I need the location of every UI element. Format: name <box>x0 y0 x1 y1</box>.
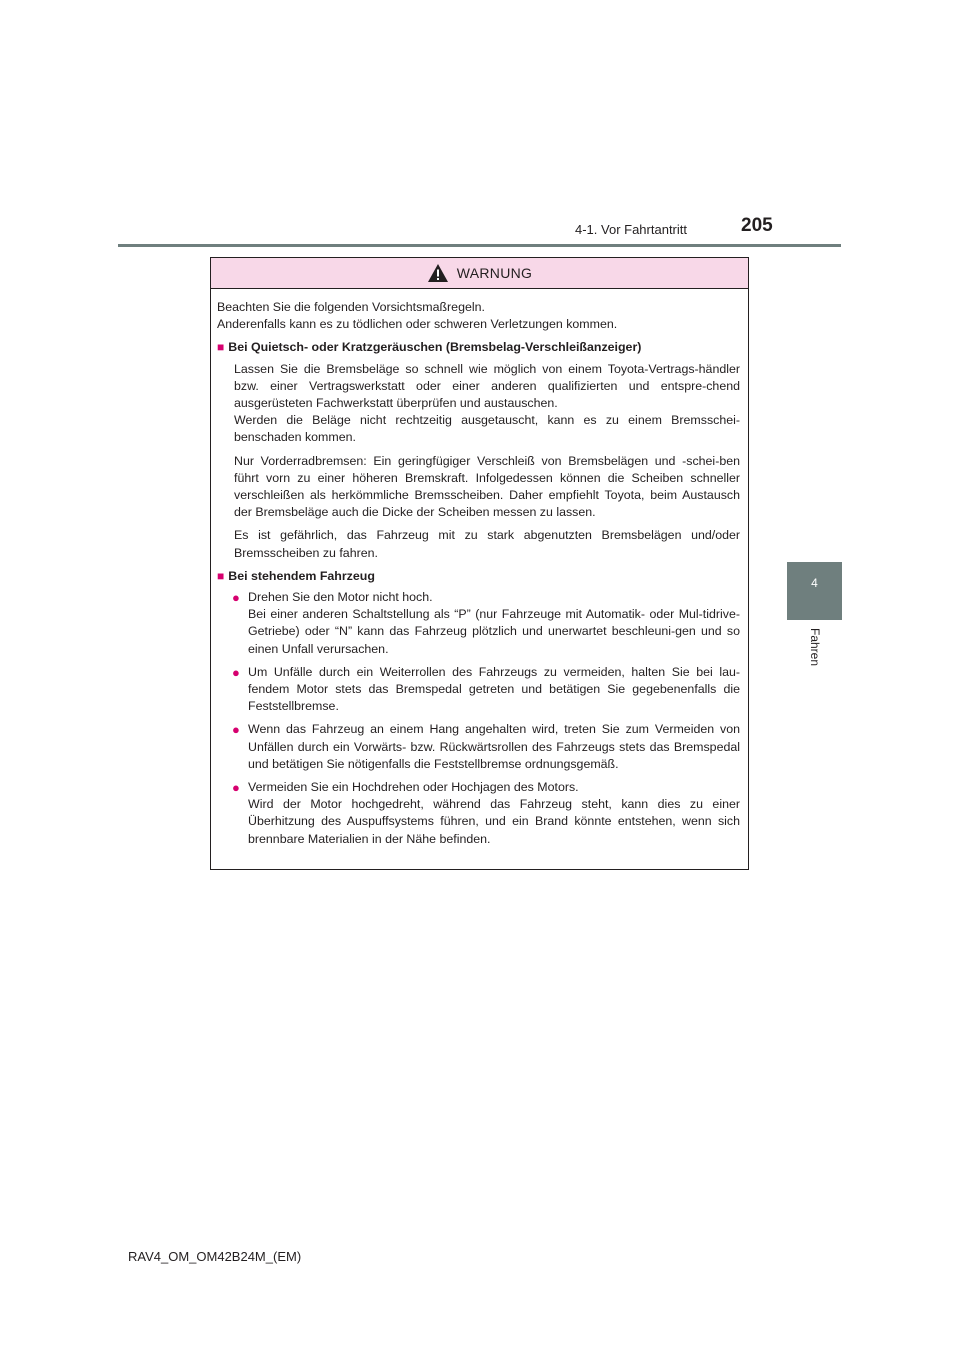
section-heading <box>217 568 740 585</box>
page-number: 205 <box>741 215 773 236</box>
warning-header <box>211 258 748 289</box>
square-bullet-icon: ■ <box>217 340 225 355</box>
bullet-text: Wenn das Fahrzeug an einem Hang angehalten wird, treten Sie zum Vermeiden von Unfällen durch ein Vorwärts- bzw. Rückwärtsrollen des Fahrzeugs stets das Bremspedal und betätigen Sie nötigenfalls die Feststellbremse ordnungsgemäß. <box>248 722 740 771</box>
list-item <box>217 721 740 773</box>
round-bullet-icon: ● <box>232 590 240 606</box>
round-bullet-icon: ● <box>232 722 240 738</box>
intro-line: Anderenfalls kann es zu tödlichen oder schweren Verletzungen kommen. <box>217 317 618 332</box>
warning-title: WARNUNG <box>456 265 533 281</box>
warning-body <box>211 289 748 848</box>
intro-line: Beachten Sie die folgenden Vorsichtsmaßregeln. <box>217 300 485 314</box>
list-item <box>217 589 740 658</box>
chapter-number: 4 <box>811 576 818 590</box>
paragraph: Werden die Beläge nicht rechtzeitig ausgetauscht, kann es zu einem Bremsschei-benschaden kommen. <box>234 413 740 445</box>
section-heading-text: Bei Quietsch- oder Kratzgeräuschen (Bremsbelag-Verschleißanzeiger) <box>228 340 642 355</box>
section-heading-text: Bei stehendem Fahrzeug <box>228 568 375 583</box>
warning-triangle-icon <box>427 263 449 283</box>
section-title: 4-1. Vor Fahrtantritt <box>575 222 687 237</box>
chapter-label: Fahren <box>808 628 822 667</box>
header-divider <box>118 244 841 247</box>
list-item <box>217 779 740 848</box>
warning-box <box>210 257 749 870</box>
square-bullet-icon: ■ <box>217 568 225 583</box>
document-code: RAV4_OM_OM42B24M_(EM) <box>128 1249 302 1264</box>
round-bullet-icon: ● <box>232 664 240 680</box>
paragraph: Es ist gefährlich, das Fahrzeug mit zu stark abgenutzten Bremsbelägen und/oder Bremsscheiben zu fahren. <box>234 528 740 560</box>
bullet-text: Drehen Sie den Motor nicht hoch. <box>248 590 433 605</box>
bullet-text: Wird der Motor hochgedreht, während das Fahrzeug steht, kann dies zu einer Überhitzung des Auspuffsystems führen, und ein Brand könnte entstehen, wenn sich brennbare Materialien in der Nähe befinden. <box>248 797 740 846</box>
section-heading <box>217 339 740 356</box>
bullet-text: Bei einer anderen Schaltstellung als “P” (nur Fahrzeuge mit Automatik- oder Mul-tidrive-Getriebe) oder “N” kann das Fahrzeug plötzlich und unerwartet beschleuni-gen und so einen Unfall verursachen. <box>248 607 740 656</box>
paragraph: Lassen Sie die Bremsbeläge so schnell wie möglich von einem Toyota-Vertrags-händler bzw. einer Vertragswerkstatt oder einer anderen qualifizierten und entspre-chend ausgerüsteten Fachwerkstatt überprüfen und austauschen. <box>234 361 740 411</box>
list-item <box>217 664 740 716</box>
bullet-text: Vermeiden Sie ein Hochdrehen oder Hochjagen des Motors. <box>248 780 579 795</box>
chapter-tab <box>787 562 842 620</box>
bullet-text: Um Unfälle durch ein Weiterrollen des Fahrzeugs zu vermeiden, halten Sie bei lau-fendem Motor stets das Bremspedal getreten und betätigen Sie gegebenenfalls die Feststellbremse. <box>248 664 740 714</box>
round-bullet-icon: ● <box>232 780 240 796</box>
paragraph: Nur Vorderradbremsen: Ein geringfügiger Verschleiß von Bremsbelägen und -schei-ben führt vorn zu einer höheren Bremskraft. Infolgedessen können die Scheiben schneller verschleißen als herkömmliche Bremsscheiben. Daher empfiehlt Toyota, beim Austausch der Bremsbeläge auch die Dicke der Scheiben messen zu lassen. <box>234 453 740 520</box>
